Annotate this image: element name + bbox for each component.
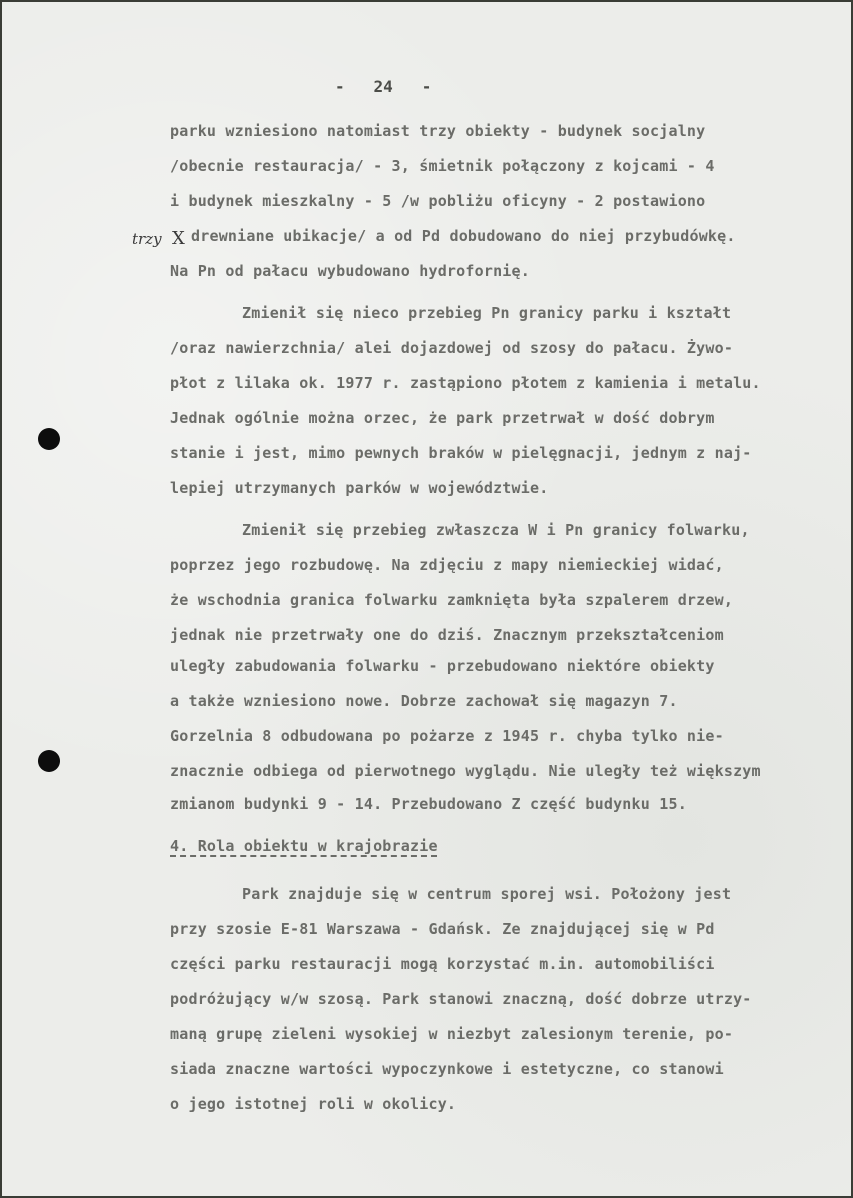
text-line: parku wzniesiono natomiast trzy obiekty - budynek socjalny	[170, 122, 706, 140]
text-line: i budynek mieszkalny - 5 /w pobliżu oficyny - 2 postawiono	[170, 192, 706, 210]
text-line: a także wzniesiono nowe. Dobrze zachował się magazyn 7.	[170, 692, 678, 710]
text-line: części parku restauracji mogą korzystać m.in. automobiliści	[170, 955, 715, 973]
text-line: lepiej utrzymanych parków w województwie.	[170, 479, 549, 497]
text-line: że wschodnia granica folwarku zamknięta była szpalerem drzew,	[170, 591, 734, 609]
text-line: stanie i jest, mimo pewnych braków w pielęgnacji, jednym z naj-	[170, 444, 752, 462]
text-line: zmianom budynki 9 - 14. Przebudowano Z część budynku 15.	[170, 795, 687, 813]
text-line: płot z lilaka ok. 1977 r. zastąpiono płotem z kamienia i metalu.	[170, 374, 761, 392]
text-line: Zmienił się przebieg zwłaszcza W i Pn granicy folwarku,	[242, 521, 750, 539]
section-heading: 4. Rola obiektu w krajobrazie	[170, 837, 438, 855]
text-line: Park znajduje się w centrum sporej wsi. Położony jest	[242, 885, 732, 903]
text-line: /obecnie restauracja/ - 3, śmietnik połączony z kojcami - 4	[170, 157, 715, 175]
text-line: przy szosie E-81 Warszawa - Gdańsk. Ze znajdującej się w Pd	[170, 920, 715, 938]
text-line: /oraz nawierzchnia/ alei dojazdowej od szosy do pałacu. Żywo-	[170, 339, 734, 357]
text-line: jednak nie przetrwały one do dziś. Znacznym przekształceniom	[170, 626, 724, 644]
text-line: podróżujący w/w szosą. Park stanowi znaczną, dość dobrze utrzy-	[170, 990, 752, 1008]
text-line: o jego istotnej roli w okolicy.	[170, 1095, 457, 1113]
text-line: uległy zabudowania folwarku - przebudowano niektóre obiekty	[170, 657, 715, 675]
text-line: siada znaczne wartości wypoczynkowe i estetyczne, co stanowi	[170, 1060, 724, 1078]
page-number: - 24 -	[335, 77, 432, 96]
text-line: Gorzelnia 8 odbudowana po pożarze z 1945 r. chyba tylko nie-	[170, 727, 724, 745]
text-line: drewniane ubikacje/ a od Pd dobudowano do niej przybudówkę.	[191, 227, 736, 245]
text-line: Zmienił się nieco przebieg Pn granicy parku i kształt	[242, 304, 732, 322]
text-line: poprzez jego rozbudowę. Na zdjęciu z mapy niemieckiej widać,	[170, 556, 724, 574]
text-line: maną grupę zieleni wysokiej w niezbyt zalesionym terenie, po-	[170, 1025, 734, 1043]
punch-hole-bottom-icon	[38, 750, 60, 772]
text-line: Na Pn od pałacu wybudowano hydrofornię.	[170, 262, 530, 280]
text-line: znacznie odbiega od pierwotnego wyglądu. Nie uległy też większym	[170, 762, 761, 780]
handwritten-margin-note: trzy	[132, 230, 162, 248]
punch-hole-top-icon	[38, 428, 60, 450]
text-line: Jednak ogólnie można orzec, że park przetrwał w dość dobrym	[170, 409, 715, 427]
handwritten-insertion-mark-icon: X	[172, 228, 185, 249]
document-page	[2, 2, 851, 1196]
